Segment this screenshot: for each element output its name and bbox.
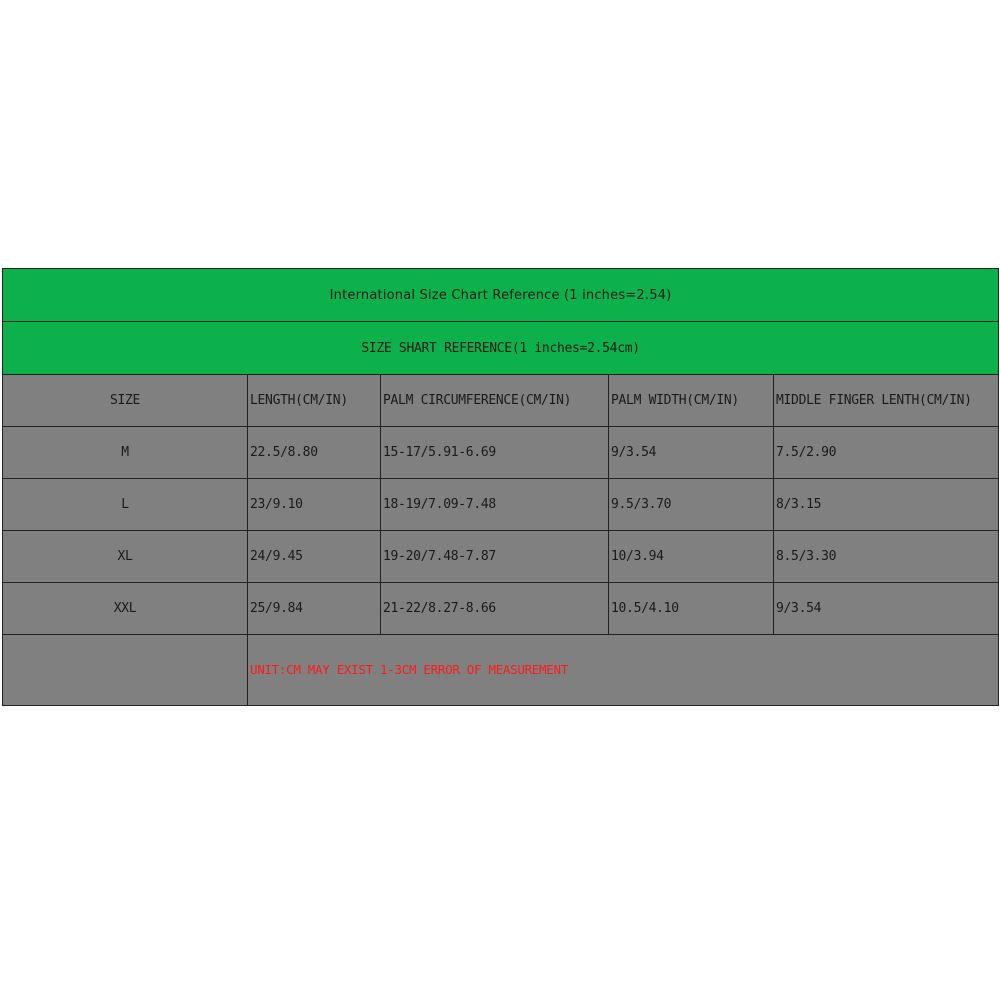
palm-circumference-cell: 21-22/8.27-8.66 (381, 583, 609, 635)
palm-width-cell: 9.5/3.70 (609, 479, 774, 531)
header-size: SIZE (3, 375, 248, 427)
middle-finger-length-cell: 8.5/3.30 (774, 531, 999, 583)
note-empty-cell (3, 635, 248, 706)
measurement-note-text: UNIT:CM MAY EXIST 1-3CM ERROR OF MEASUREMENT (250, 662, 568, 677)
header-middle-finger-length: MIDDLE FINGER LENTH(CM/IN) (774, 375, 999, 427)
chart-subtitle: SIZE SHART REFERENCE(1 inches=2.54cm) (3, 322, 999, 375)
length-cell: 22.5/8.80 (248, 427, 381, 479)
note-row (3, 635, 999, 706)
length-cell: 25/9.84 (248, 583, 381, 635)
palm-circumference-cell: 15-17/5.91-6.69 (381, 427, 609, 479)
table-row (3, 479, 999, 531)
palm-circumference-cell: 18-19/7.09-7.48 (381, 479, 609, 531)
middle-finger-length-cell: 8/3.15 (774, 479, 999, 531)
palm-width-cell: 10/3.94 (609, 531, 774, 583)
size-cell: XXL (3, 583, 248, 635)
header-row (3, 375, 999, 427)
header-length: LENGTH(CM/IN) (248, 375, 381, 427)
table-row (3, 427, 999, 479)
title-row (3, 269, 999, 322)
size-cell: XL (3, 531, 248, 583)
measurement-note (248, 635, 999, 706)
palm-circumference-cell: 19-20/7.48-7.87 (381, 531, 609, 583)
header-palm-width: PALM WIDTH(CM/IN) (609, 375, 774, 427)
table-row (3, 531, 999, 583)
palm-width-cell: 10.5/4.10 (609, 583, 774, 635)
table-row (3, 583, 999, 635)
size-chart-table (2, 268, 999, 706)
size-cell: M (3, 427, 248, 479)
subtitle-row (3, 322, 999, 375)
header-palm-circumference: PALM CIRCUMFERENCE(CM/IN) (381, 375, 609, 427)
middle-finger-length-cell: 9/3.54 (774, 583, 999, 635)
length-cell: 24/9.45 (248, 531, 381, 583)
chart-title-text: International Size Chart Reference (1 inches=2.54) (329, 287, 672, 303)
length-cell: 23/9.10 (248, 479, 381, 531)
chart-title (3, 269, 999, 322)
middle-finger-length-cell: 7.5/2.90 (774, 427, 999, 479)
palm-width-cell: 9/3.54 (609, 427, 774, 479)
size-cell: L (3, 479, 248, 531)
